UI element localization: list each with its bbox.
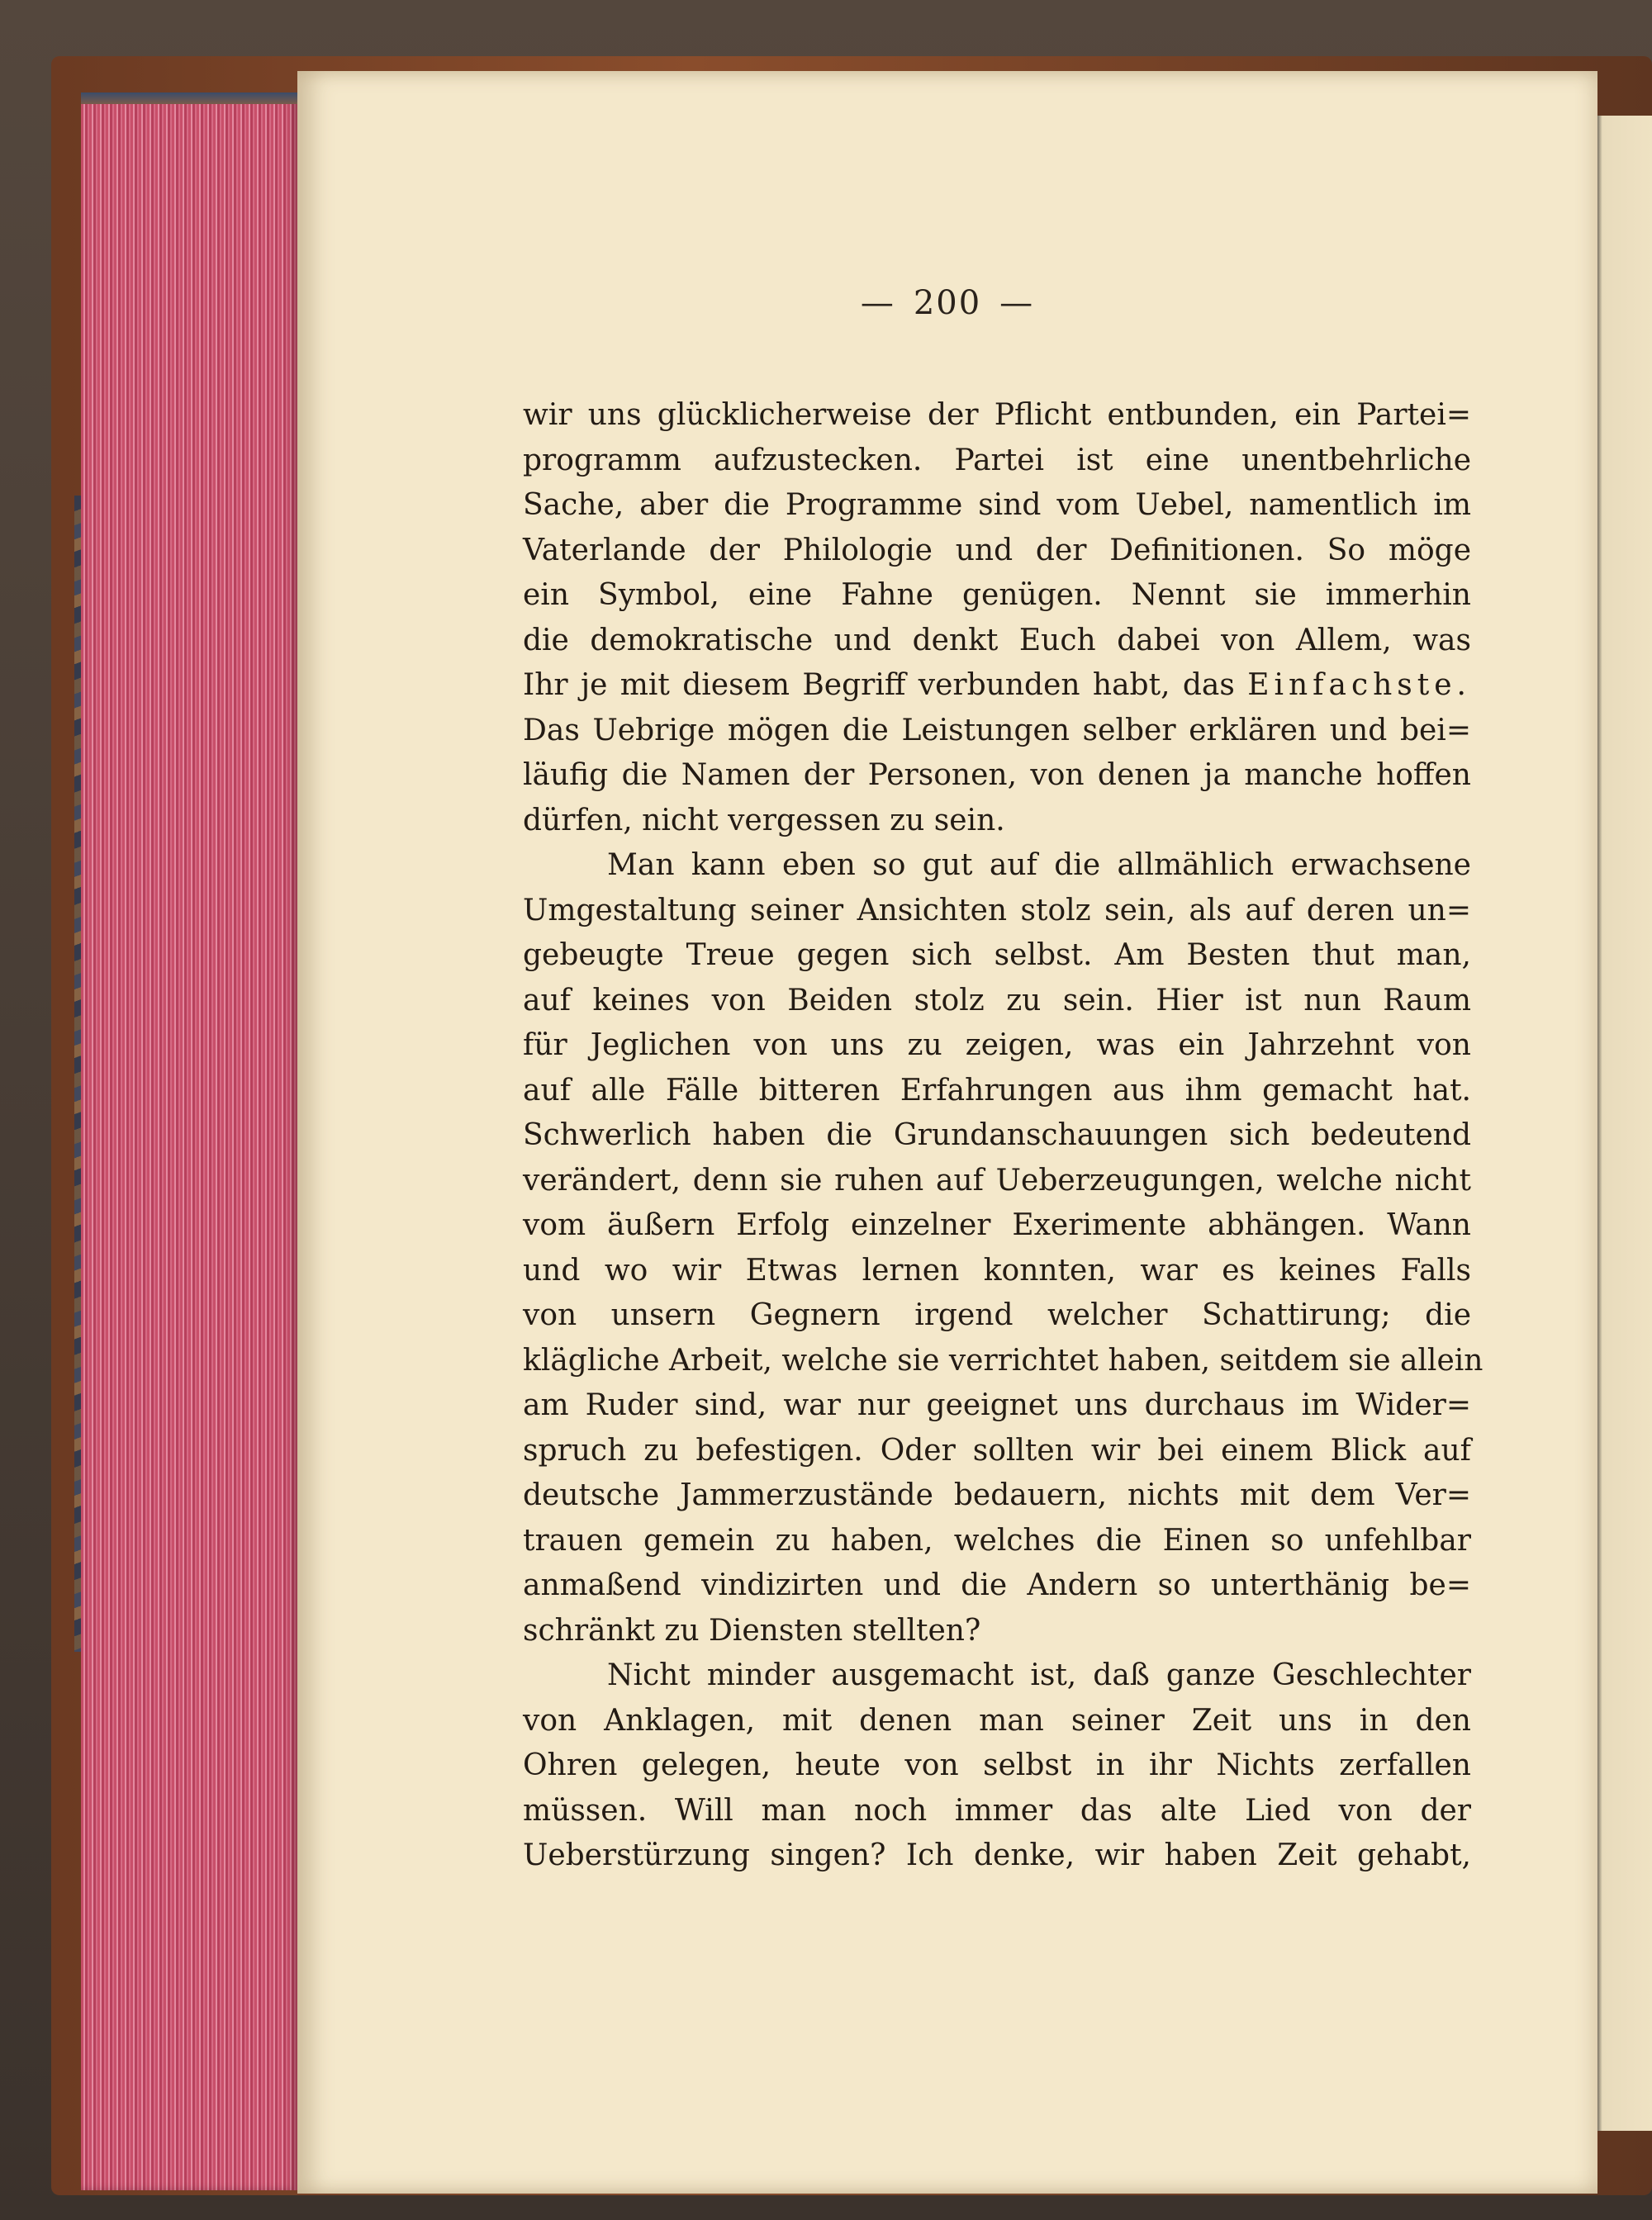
text-line: von Anklagen, mit denen man seiner Zeit uns in den [523,1703,1471,1738]
page-header [297,284,1597,322]
text-line: auf keines von Beiden stolz zu sein. Hier ist nun Raum [523,983,1471,1017]
text-line: müssen. Will man noch immer das alte Lied von der [523,1793,1471,1828]
text-line: spruch zu befestigen. Oder sollten wir bei einem Blick auf [523,1433,1471,1468]
spaced-emphasis: Einfachste. [1247,668,1471,702]
text-line: für Jeglichen von uns zu zeigen, was ein Jahrzehnt von [523,1028,1471,1062]
text-line: auf alle Fälle bitteren Erfahrungen aus ihm gemacht hat. [523,1073,1471,1108]
text-line-part: Ihr je mit diesem Begriff verbunden habt, das [523,668,1235,702]
facing-page-edge [1594,116,1652,2131]
text-line: ein Symbol, eine Fahne genügen. Nennt sie immerhin [523,578,1471,612]
text-line: Das Uebrige mögen die Leistungen selber erklären und bei= [523,713,1471,747]
text-line: von unsern Gegnern irgend welcher Schattirung; die [523,1298,1471,1332]
text-line: anmaßend vindizirten und die Andern so unterthänig be= [523,1568,1471,1602]
book-page [297,71,1597,2194]
body-text [523,393,1483,1879]
text-line: klägliche Arbeit, welche sie verrichtet haben, seitdem sie allein [523,1343,1483,1378]
page-number: 200 [913,284,982,322]
text-line: läufig die Namen der Personen, von denen ja manche hoffen [523,758,1471,792]
text-line: Ohren gelegen, heute von selbst in ihr Nichts zerfallen [523,1748,1471,1782]
text-line: trauen gemein zu haben, welches die Einen so unfehlbar [523,1523,1471,1558]
text-line: programm aufzustecken. Partei ist eine unentbehrliche [523,443,1471,477]
text-line: dürfen, nicht vergessen zu sein. [523,803,1005,837]
text-line: Nicht minder ausgemacht ist, daß ganze Geschlechter [607,1658,1471,1692]
text-line: verändert, denn sie ruhen auf Ueberzeugungen, welche nicht [523,1163,1471,1198]
text-line: deutsche Jammerzustände bedauern, nichts mit dem Ver= [523,1478,1471,1512]
text-line: Umgestaltung seiner Ansichten stolz sein, als auf deren un= [523,893,1471,927]
text-line: vom äußern Erfolg einzelner Exerimente abhängen. Wann [523,1208,1471,1242]
text-line: Ueberstürzung singen? Ich denke, wir haben Zeit gehabt, [523,1838,1471,1872]
text-line: wir uns glücklicherweise der Pflicht entbunden, ein Partei= [523,398,1471,432]
page-edges [81,92,297,2190]
text-line: schränkt zu Diensten stellten? [523,1613,981,1648]
text-line: am Ruder sind, war nur geeignet uns durchaus im Wider= [523,1388,1471,1422]
header-dash-right: — [999,284,1035,322]
text-line: Man kann eben so gut auf die allmählich erwachsene [607,848,1471,882]
text-line: Sache, aber die Programme sind vom Uebel, namentlich im [523,488,1471,522]
text-line: die demokratische und denkt Euch dabei von Allem, was [523,623,1471,657]
text-line-with-emphasis [523,663,1471,709]
text-line: Vaterlande der Philologie und der Definitionen. So möge [523,533,1471,567]
text-line: gebeugte Treue gegen sich selbst. Am Besten thut man, [523,938,1471,972]
text-line: Schwerlich haben die Grundanschauungen sich bedeutend [523,1118,1471,1152]
header-dash-left: — [860,284,895,322]
text-line: und wo wir Etwas lernen konnten, war es keines Falls [523,1253,1471,1288]
